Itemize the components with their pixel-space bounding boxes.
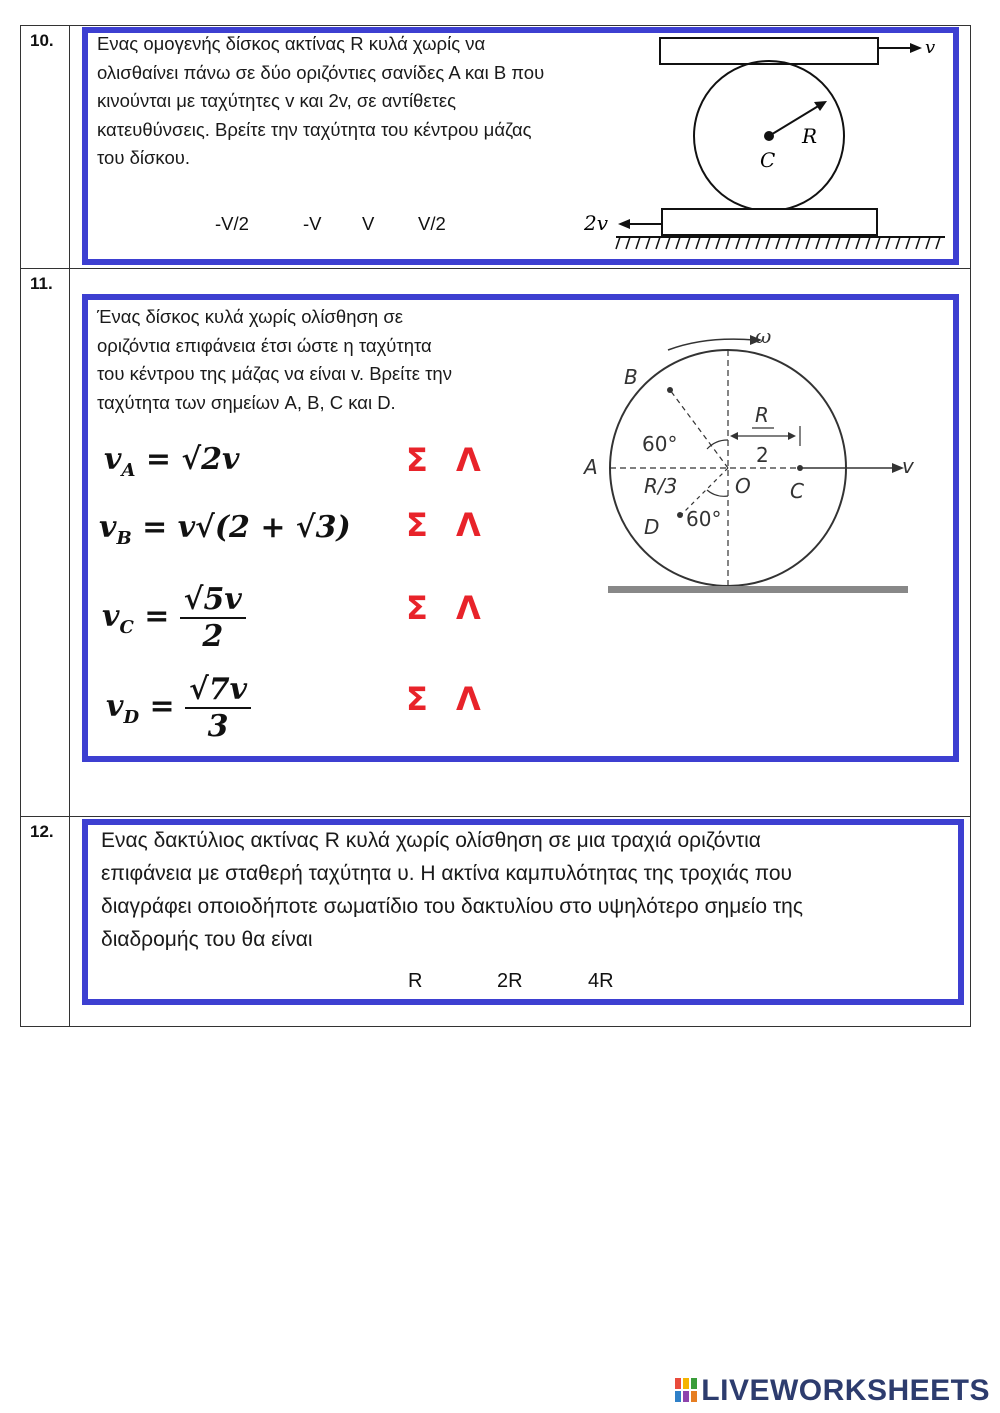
angle-60-bottom: 60°: [686, 507, 722, 531]
text-line: κινούνται με ταχύτητες v και 2v, σε αντίθετες: [97, 90, 457, 111]
false-choice-B[interactable]: Λ: [456, 506, 481, 544]
question-12-text: [101, 824, 803, 956]
r-third-label: R/3: [644, 474, 678, 498]
bottom-plank: [662, 209, 877, 235]
option-R[interactable]: R: [408, 970, 423, 992]
disk-between-planks-figure: [580, 33, 950, 259]
point-D-label: D: [644, 515, 660, 539]
text-line: Ενας ομογενής δίσκος ακτίνας R κυλά χωρίς να: [97, 33, 486, 54]
column-divider: [69, 26, 70, 1026]
question-number: 10.: [30, 31, 54, 50]
formula-vA: $v_A = √2v$: [104, 442, 240, 481]
point-D-dot: [677, 512, 683, 518]
text-line: Ένας δίσκος κυλά χωρίς ολίσθηση σε: [97, 306, 404, 327]
arrow-head-icon: [618, 219, 630, 229]
center-O-label: O: [735, 474, 751, 498]
option-minus-v-half[interactable]: -V/2: [215, 213, 249, 234]
question-10-text: [97, 30, 544, 173]
option-minus-v[interactable]: -V: [303, 213, 322, 234]
text-line: του κέντρου της μάζας να είναι v. Βρείτε την: [97, 363, 452, 384]
text-line: διαγράφει οποιοδήποτε σωματίδιο του δακτυλίου στο υψηλότερο σημείο της: [101, 895, 803, 918]
ground: [608, 586, 908, 593]
text-line: διαδρομής του θα είναι: [101, 928, 313, 951]
arrow-head-icon: [730, 432, 738, 440]
point-A-label: A: [584, 455, 598, 479]
text-line: ολισθαίνει πάνω σε δύο οριζόντιες σανίδες Α και Β που: [97, 61, 545, 83]
text-line: Ενας δακτύλιος ακτίνας R κυλά χωρίς ολίσθηση σε μια τραχιά οριζόντια: [101, 829, 761, 852]
true-choice-D[interactable]: Σ: [406, 680, 428, 718]
point-B-label: B: [624, 365, 638, 389]
text-line: επιφάνεια με σταθερή ταχύτητα υ. Η ακτίνα καμπυλότητας της τροχιάς που: [101, 862, 793, 885]
logo-text: LIVEWORKSHEETS: [701, 1374, 990, 1407]
option-4R[interactable]: 4R: [588, 970, 614, 992]
formula-vC: $v_C$ = $\frac{√5v}{2}$: [102, 582, 246, 654]
rolling-disk-figure: [580, 318, 945, 608]
point-C-dot: [797, 465, 803, 471]
true-choice-B[interactable]: Σ: [406, 506, 428, 544]
question-number: 12.: [30, 822, 54, 841]
text-line: κατευθύνσεις. Βρείτε την ταχύτητα του κέντρου μάζας: [97, 118, 532, 140]
half-radius-numerator: R: [755, 403, 769, 427]
radius-to-B: [670, 390, 728, 468]
center-label: C: [760, 148, 776, 172]
liveworksheets-logo: [675, 1374, 990, 1408]
false-choice-D[interactable]: Λ: [456, 680, 481, 718]
arrow-head-icon: [788, 432, 796, 440]
row-divider: [21, 268, 970, 269]
velocity-label: v: [902, 454, 914, 478]
formula-vB: $v_B = v√(2 + √3)$: [99, 510, 351, 549]
angle-arc: [707, 490, 728, 496]
radius-label: R: [802, 124, 818, 148]
formula-vD: $v_D$ = $\frac{√7v}{3}$: [106, 672, 251, 744]
arrow-head-icon: [910, 43, 922, 53]
top-velocity-label: v: [925, 37, 936, 58]
text-line: οριζόντια επιφάνεια έτσι ώστε η ταχύτητα: [97, 334, 432, 356]
text-line: του δίσκου.: [97, 147, 190, 168]
option-v-half[interactable]: V/2: [418, 213, 446, 234]
angle-60-top: 60°: [642, 432, 678, 456]
false-choice-A[interactable]: Λ: [456, 441, 481, 479]
bottom-velocity-label: 2v: [584, 211, 609, 235]
true-choice-A[interactable]: Σ: [406, 441, 428, 479]
arrow-head-icon: [814, 101, 827, 111]
option-v[interactable]: V: [362, 213, 375, 234]
text-line: ταχύτητα των σημείων A, B, C και D.: [97, 391, 396, 413]
question-number: 11.: [30, 274, 53, 293]
row-divider: [21, 816, 970, 817]
point-B-dot: [667, 387, 673, 393]
omega-label: ω: [755, 324, 772, 348]
rotation-arc: [668, 339, 755, 350]
question-11-text: [97, 303, 452, 417]
false-choice-C[interactable]: Λ: [456, 589, 481, 627]
true-choice-C[interactable]: Σ: [406, 589, 428, 627]
point-C-label: C: [790, 479, 804, 503]
logo-icon: [675, 1378, 697, 1402]
option-2R[interactable]: 2R: [497, 970, 523, 992]
half-radius-denominator: 2: [756, 443, 769, 467]
ground-hatch: [616, 237, 940, 249]
